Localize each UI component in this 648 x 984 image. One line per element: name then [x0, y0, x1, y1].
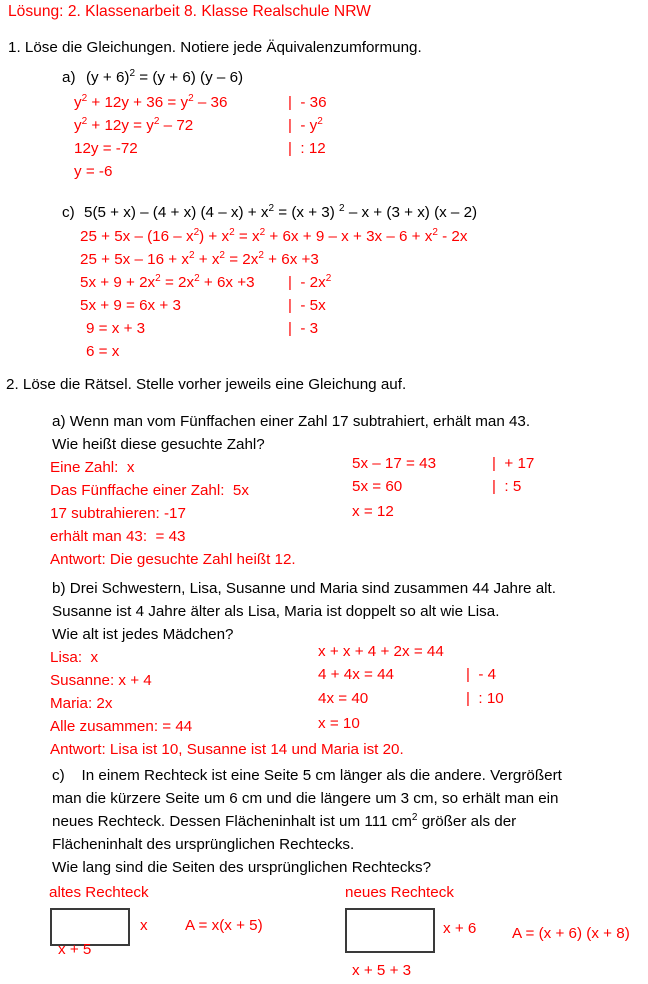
- exercise-1c-step-1: $25 + 5x - (16 - x^2) + x^2 = x^2 + 6x + 9 - x + 3x - 6 + x^2 - 2x$: [80, 226, 468, 245]
- new-rectangle-side-bottom-label: x + 5 + 3: [352, 962, 412, 979]
- exercise-1c-step-4: 5x + 9 = 6x + 3: [80, 297, 181, 314]
- exercise-2b-equation-3-op: | : 10: [466, 690, 504, 707]
- exercise-1a-label: a): [62, 69, 76, 86]
- exercise-2a-note-1: Eine Zahl: x: [50, 459, 135, 476]
- new-rectangle-area-formula: A = (x + 6) (x + 8): [512, 925, 630, 942]
- exercise-2b-equation-3: 4x = 40: [318, 690, 369, 707]
- exercise-2a-equation-2-op: | : 5: [492, 478, 522, 495]
- exercise-1a-step-2: $y^2 + 12y = y^2 - 72$: [74, 115, 194, 134]
- new-rectangle-shape: [345, 908, 435, 953]
- exercise-2a-question-line-1: a) Wenn man vom Fünffachen einer Zahl 17 subtrahiert, erhält man 43.: [52, 413, 531, 430]
- exercise-2b-note-1: Lisa: x: [50, 649, 99, 666]
- exercise-1c-step-5-op: | - 3: [288, 320, 319, 337]
- page-title: Lösung: 2. Klassenarbeit 8. Klasse Realschule NRW: [8, 3, 371, 20]
- new-rectangle-caption: neues Rechteck: [345, 884, 454, 901]
- exercise-2a-equation-2: 5x = 60: [352, 478, 403, 495]
- exercise-2b-question-line-1: b) Drei Schwestern, Lisa, Susanne und Maria sind zusammen 44 Jahre alt.: [52, 580, 556, 597]
- exercise-2b-note-5: Antwort: Lisa ist 10, Susanne ist 14 und Maria ist 20.: [50, 741, 404, 758]
- exercise-1c-step-6: 6 = x: [86, 343, 120, 360]
- exercise-2a-note-4: erhält man 43: = 43: [50, 528, 186, 545]
- exercise-2a-note-2: Das Fünffache einer Zahl: 5x: [50, 482, 249, 499]
- exercise-1c-label: c): [62, 204, 75, 221]
- new-rectangle-side-right-label: x + 6: [443, 920, 477, 937]
- exercise-2b-equation-4: x = 10: [318, 715, 360, 732]
- exercise-2a-question-line-2: Wie heißt diese gesuchte Zahl?: [52, 436, 265, 453]
- exercise-2b-question-line-3: Wie alt ist jedes Mädchen?: [52, 626, 234, 643]
- exercise-1a-step-1: $y^2 + 12y + 36 = y^2 - 36$: [74, 92, 228, 111]
- exercise-1a-step-4: y = -6: [74, 163, 113, 180]
- exercise-1a-step-3-op: | : 12: [288, 140, 326, 157]
- old-rectangle-side-right-label: x: [140, 917, 148, 934]
- exercise-2b-equation-1: x + x + 4 + 2x = 44: [318, 643, 444, 660]
- exercise-2a-equation-1-op: | + 17: [492, 455, 535, 472]
- exercise-2c-question-line-3: neues Rechteck. Dessen Flächeninhalt ist um 111 $cm^2$ größer als der: [52, 811, 517, 830]
- exercise-1c-step-4-op: | - 5x: [288, 297, 326, 314]
- exercise-2b-note-4: Alle zusammen: = 44: [50, 718, 193, 735]
- exercise-2a-note-5: Antwort: Die gesuchte Zahl heißt 12.: [50, 551, 296, 568]
- exercise-2a-note-3: 17 subtrahieren: -17: [50, 505, 186, 522]
- exercise-2a-equation-1: 5x – 17 = 43: [352, 455, 437, 472]
- exercise-1c-step-2: $25 + 5x - 16 + x^2 + x^2 = 2x^2 + 6x +3$: [80, 249, 319, 268]
- exercise-1-heading: 1. Löse die Gleichungen. Notiere jede Äquivalenzumformung.: [8, 39, 422, 56]
- exercise-2a-equation-3: x = 12: [352, 503, 394, 520]
- exercise-2-heading: 2. Löse die Rätsel. Stelle vorher jeweils eine Gleichung auf.: [6, 376, 407, 393]
- exercise-1c-step-3: $5x + 9 + 2x^2 = 2x^2 + 6x +3$: [80, 272, 255, 291]
- exercise-2c-question-line-5: Wie lang sind die Seiten des ursprünglichen Rechtecks?: [52, 859, 432, 876]
- exercise-1c-step-5: 9 = x + 3: [86, 320, 146, 337]
- old-rectangle-area-formula: A = x(x + 5): [185, 917, 263, 934]
- exercise-2b-equation-2-op: | - 4: [466, 666, 497, 683]
- old-rectangle-side-bottom-label: x + 5: [58, 941, 92, 958]
- exercise-2c-question-line-2: man die kürzere Seite um 6 cm und die längere um 3 cm, so erhält man ein: [52, 790, 559, 807]
- exercise-2b-equation-2: 4 + 4x = 44: [318, 666, 394, 683]
- exercise-2b-note-2: Susanne: x + 4: [50, 672, 152, 689]
- exercise-1c-step-3-op: | - $2x^2$: [288, 272, 332, 291]
- exercise-2b-question-line-2: Susanne ist 4 Jahre älter als Lisa, Maria ist doppelt so alt wie Lisa.: [52, 603, 500, 620]
- exercise-1a-step-2-op: | - $y^2$: [288, 115, 323, 134]
- exercise-1a-step-1-op: | - 36: [288, 94, 327, 111]
- exercise-2c-question-line-1: c) In einem Rechteck ist eine Seite 5 cm länger als die andere. Vergrößert: [52, 767, 562, 784]
- exercise-1c-problem: 5(5 + x) – (4 + x) $(4 - x) + x^2 = (x + 3)$ $^2$ – x + (3 + x) (x – 2): [84, 202, 478, 221]
- exercise-1a-problem: $(y + 6)^2 = (y + 6)$ (y – 6): [86, 67, 244, 86]
- exercise-2b-note-3: Maria: 2x: [50, 695, 113, 712]
- exercise-2c-question-line-4: Flächeninhalt des ursprünglichen Rechtecks.: [52, 836, 355, 853]
- exercise-1a-step-3: 12y = -72: [74, 140, 138, 157]
- old-rectangle-caption: altes Rechteck: [49, 884, 149, 901]
